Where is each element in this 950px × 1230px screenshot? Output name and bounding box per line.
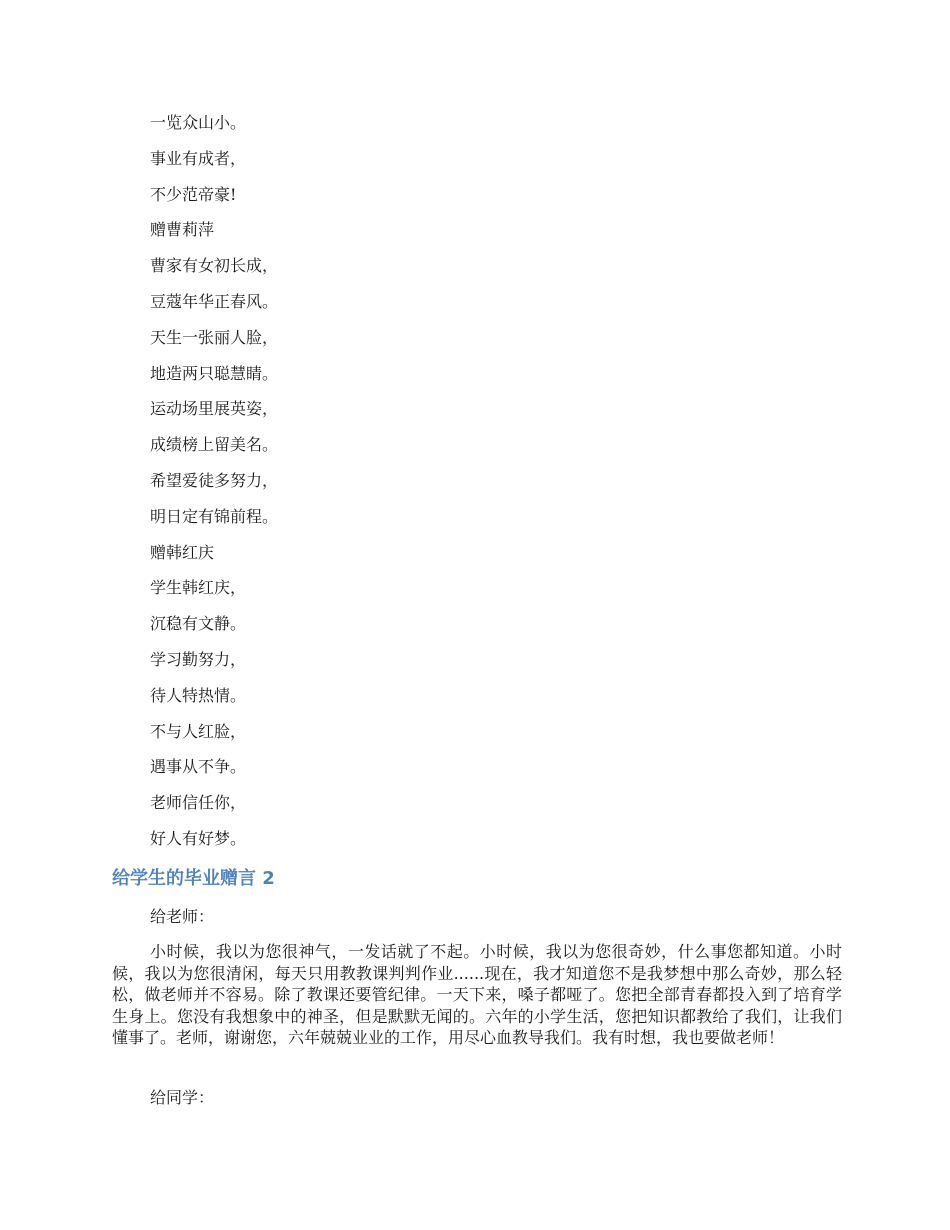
letter-paragraph: 小时候，我以为您很神气，一发话就了不起。小时候，我以为您很奇妙，什么事您都知道。小时候，我以为您很清闲，每天只用教教课判判作业......现在，我才知道您不是我梦想中那么奇妙，那么轻松，做老师并不容易。除了教课还要管纪律。一天下来，嗓子都哑了。您把全部青春都投入到了培育学生身上。您没有我想象中的神圣，但是默默无闻的。六年的小学生活，您把知识都教给了我们，让我们懂事了。老师，谢谢您，六年兢兢业业的工作，用尽心血教导我们。我有时想，我也要做老师！ [112,942,842,1047]
poem-line: 沉稳有文静。 [150,614,247,634]
poem-line: 赠韩红庆 [150,542,215,562]
poem-line: 希望爱徒多努力， [150,470,279,490]
poem-line: 曹家有女初长成， [150,256,279,276]
poem-line: 明日定有锦前程。 [150,506,279,526]
poem-line: 待人特热情。 [150,685,247,705]
poem-line: 不少范帝豪! [150,184,237,204]
salutation-classmates: 给同学： [150,1088,215,1107]
poem-line: 豆蔻年华正春风。 [150,291,279,311]
poem-line: 好人有好梦。 [150,828,247,848]
poem-line: 一览众山小。 [150,113,247,132]
poem-line: 天生一张丽人脸， [150,327,279,347]
poem-line: 老师信任你， [150,793,247,813]
poem-line: 不与人红脸， [150,721,247,741]
poem-line: 遇事从不争。 [150,757,247,777]
poem-line: 成绩榜上留美名。 [150,435,279,455]
poem-line: 运动场里展英姿， [150,399,279,419]
poem-line: 学习勤努力， [150,649,247,669]
section-heading: 给学生的毕业赠言 2 [112,868,275,889]
poem-line: 事业有成者， [150,148,247,168]
poem-lines [150,110,278,862]
poem-line: 地造两只聪慧睛。 [150,363,279,383]
poem-line: 学生韩红庆， [150,578,247,598]
salutation-teacher: 给老师： [150,907,215,926]
poem-line: 赠曹莉萍 [150,220,215,240]
